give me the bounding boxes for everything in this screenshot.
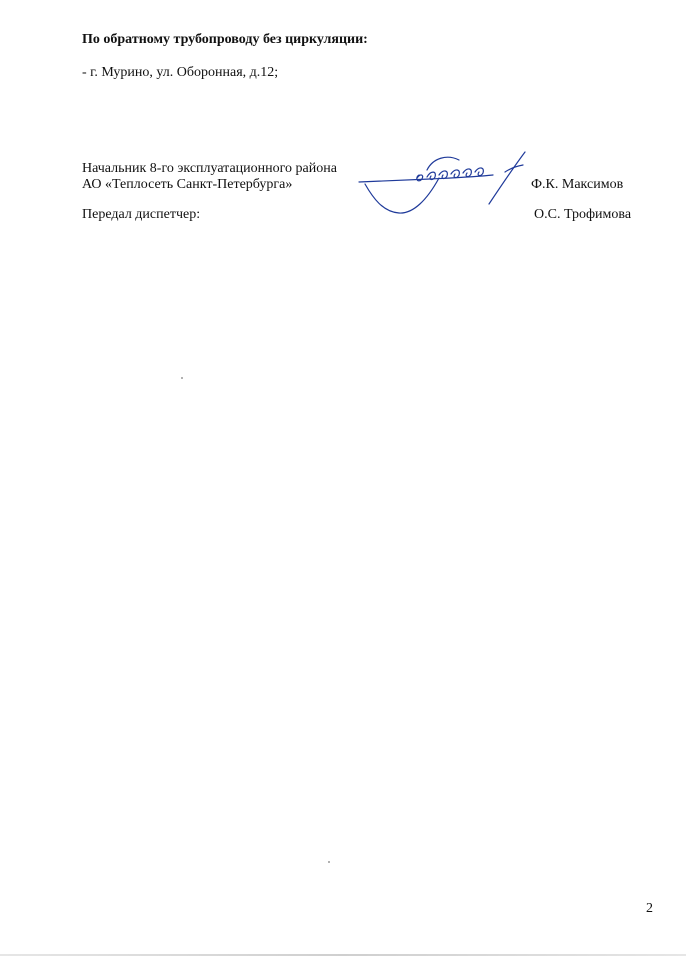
chief-name: Ф.К. Максимов	[531, 177, 624, 192]
page-number: 2	[646, 901, 653, 916]
handwritten-signature-icon	[355, 148, 535, 220]
address-list-item: - г. Мурино, ул. Оборонная, д.12;	[82, 65, 279, 80]
dispatcher-name: О.С. Трофимова	[534, 207, 632, 222]
section-heading: По обратному трубопроводу без циркуляции:	[82, 32, 368, 47]
chief-title-line-2: АО «Теплосеть Санкт-Петербурга»	[82, 177, 293, 192]
scan-speck	[328, 861, 330, 863]
dispatcher-label: Передал диспетчер:	[82, 207, 201, 222]
scan-bottom-edge	[0, 954, 686, 956]
scan-speck	[181, 377, 183, 379]
chief-title-line-1: Начальник 8-го эксплуатационного района	[82, 161, 337, 176]
